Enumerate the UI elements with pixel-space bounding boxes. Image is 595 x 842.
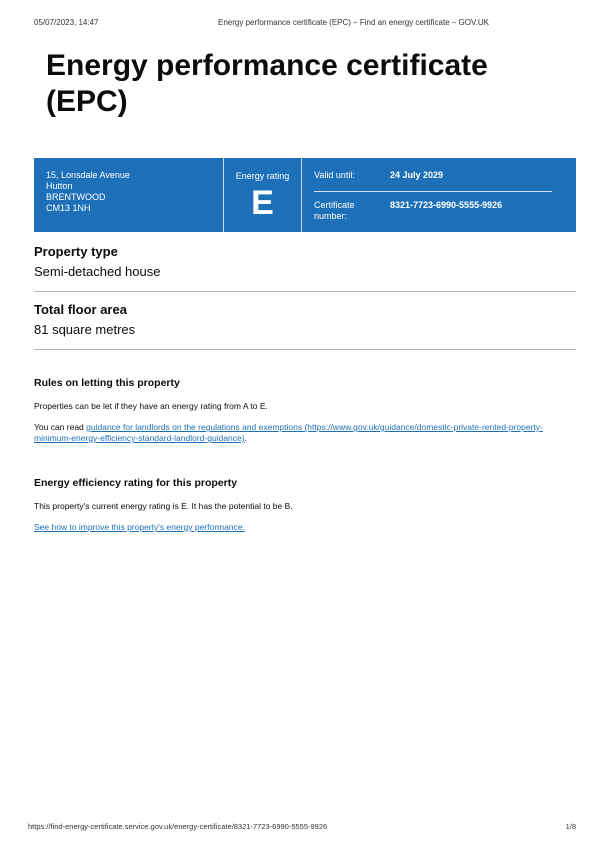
print-datetime: 05/07/2023, 14:47	[34, 18, 99, 27]
improve-performance-link[interactable]: See how to improve this property's energy performance.	[34, 522, 245, 532]
certificate-number-label: Certificate number:	[314, 200, 355, 221]
efficiency-text: This property's current energy rating is E. It has the potential to be B.	[34, 501, 293, 511]
letting-rules-heading: Rules on letting this property	[34, 377, 180, 389]
certificate-details	[302, 158, 576, 232]
property-address	[34, 158, 224, 232]
guidance-suffix: .	[244, 433, 247, 443]
print-url: https://find-energy-certificate.service.gov.uk/energy-certificate/8321-7723-6990-5555-9926	[28, 822, 328, 831]
valid-until-label: Valid until:	[314, 170, 355, 180]
floor-area-heading: Total floor area	[34, 302, 127, 317]
valid-until-value: 24 July 2029	[390, 170, 444, 180]
property-type-value: Semi-detached house	[34, 264, 161, 279]
guidance-prefix: You can read	[34, 422, 87, 432]
epc-summary-panel	[34, 158, 576, 232]
letting-guidance-text	[34, 422, 564, 444]
page-number: 1/8	[565, 822, 576, 831]
section-divider	[34, 349, 576, 350]
details-divider	[314, 191, 552, 192]
letting-rules-section	[34, 378, 564, 454]
property-type-heading: Property type	[34, 244, 118, 259]
energy-rating-label: Energy rating	[235, 171, 290, 181]
certificate-number-value: 8321-7723-6990-5555-9926	[390, 200, 503, 210]
improve-link-row	[34, 522, 564, 533]
energy-rating-letter: E	[251, 184, 274, 222]
print-doc-title: Energy performance certificate (EPC) – Find an energy certificate – GOV.UK	[218, 18, 489, 27]
floor-area-value: 81 square metres	[34, 322, 136, 337]
landlord-guidance-link[interactable]: guidance for landlords on the regulations and exemptions (https://www.gov.uk/guidance/domestic-private-rented-property-minimum-energy-efficiency-standard-landlord-guidance)	[34, 422, 543, 443]
efficiency-heading: Energy efficiency rating for this property	[34, 477, 238, 489]
floor-area-section	[34, 302, 576, 350]
property-type-section	[34, 244, 576, 292]
letting-rules-text: Properties can be let if they have an energy rating from A to E.	[34, 401, 268, 411]
certificate-number-row	[314, 200, 552, 222]
efficiency-section	[34, 478, 564, 543]
address-line: CM13 1NH	[46, 203, 91, 213]
valid-until-row	[314, 170, 552, 181]
page-title: Energy performance certificate (EPC)	[46, 49, 488, 118]
address-line: Hutton	[46, 181, 73, 191]
address-line: 15, Lonsdale Avenue	[46, 170, 130, 180]
address-line: BRENTWOOD	[46, 192, 106, 202]
energy-rating-box	[224, 158, 302, 232]
section-divider	[34, 291, 576, 292]
